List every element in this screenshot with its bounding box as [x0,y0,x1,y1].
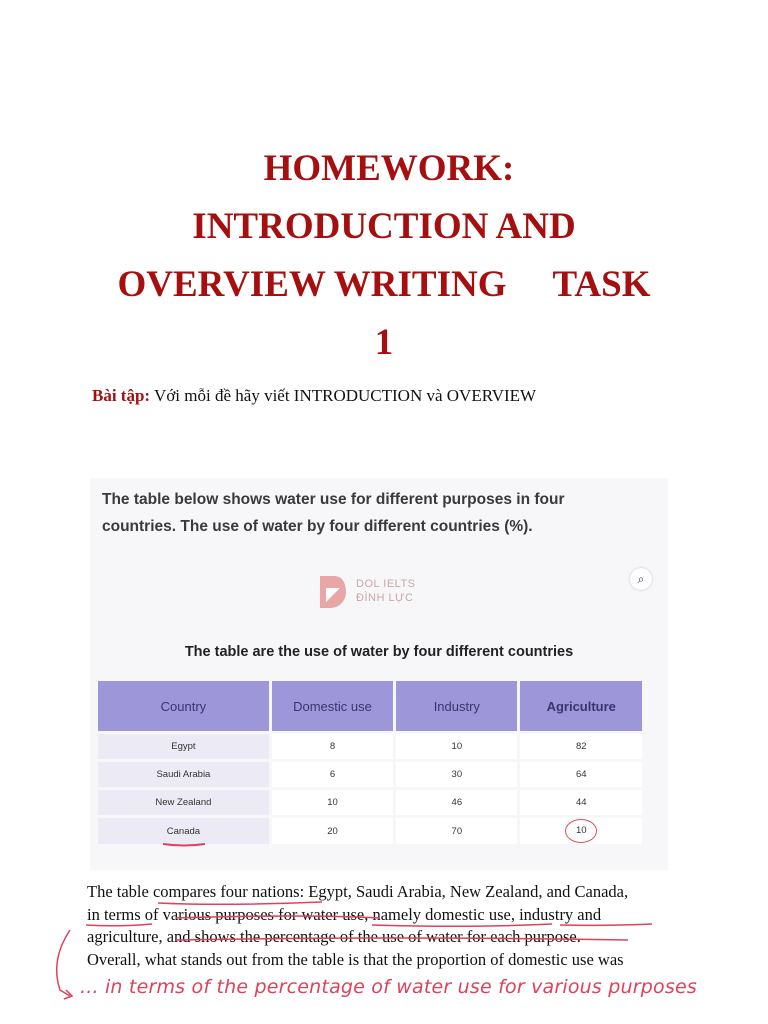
handwritten-note: ... in terms of the percentage of water use for various purposes [80,976,697,998]
title-line-1: HOMEWORK: [263,148,515,189]
exercise-instruction [92,386,536,406]
cell-domestic: 8 [272,734,393,759]
logo-text-2: ĐÌNH LỰC [356,592,414,604]
title-line-3b: TASK [552,264,651,305]
title-line-4: 1 [374,322,394,363]
cell-industry: 30 [396,762,517,787]
cell-domestic: 20 [272,818,393,844]
table-header-row [98,681,642,731]
header-agriculture: Agriculture [520,681,642,731]
cell-domestic: 6 [272,762,393,787]
logo-mark-icon [318,574,348,610]
cell-country: Canada [98,818,269,844]
page-title [0,140,768,372]
cell-agriculture: 44 [520,790,642,815]
cell-country: New Zealand [98,790,269,815]
lens-icon[interactable]: ⌕ [630,568,652,590]
cell-country: Saudi Arabia [98,762,269,787]
dol-logo [318,572,458,614]
exercise-label: Bài tập: [92,386,151,405]
table-row [98,762,642,787]
cell-agriculture: 64 [520,762,642,787]
task-prompt [102,486,662,540]
cell-agriculture: 82 [520,734,642,759]
paragraph-line-2: in terms of various purposes for water use, namely domestic use, industry and [87,904,602,924]
paragraph-line-1: The table compares four nations: Egypt, Saudi Arabia, New Zealand, and Canada, [87,882,629,901]
cell-agriculture [520,818,642,844]
title-line-3a: OVERVIEW WRITING [117,264,507,305]
prompt-line-1: The table below shows water use for different purposes in four [102,491,565,508]
table-row [98,790,642,815]
answer-paragraph [87,881,687,971]
paragraph-line-3: agriculture, and shows the percentage of the use of water for each purpose. [87,927,581,946]
embedded-screenshot [90,478,668,870]
title-line-3 [0,256,768,314]
header-domestic: Domestic use [272,681,393,731]
title-line-2: INTRODUCTION AND [192,206,576,247]
cell-industry: 46 [396,790,517,815]
bracket-arrow [57,930,70,996]
cell-domestic: 10 [272,790,393,815]
cell-industry: 70 [396,818,517,844]
prompt-line-2: countries. The use of water by four different countries (%). [102,518,533,535]
canada-underline-mark [162,841,206,847]
cell-industry: 10 [396,734,517,759]
water-use-table [95,678,645,847]
table-title: The table are the use of water by four different countries [184,644,574,660]
cell-country: Egypt [98,734,269,759]
header-industry: Industry [396,681,517,731]
exercise-text: Với mỗi đề hãy viết INTRODUCTION và OVERVIEW [150,386,537,405]
paragraph-line-4: Overall, what stands out from the table is that the proportion of domestic use was [87,949,624,969]
logo-text-1: DOL IELTS [356,578,416,590]
table-row [98,734,642,759]
header-country: Country [98,681,269,731]
circled-value: 10 [565,819,597,843]
